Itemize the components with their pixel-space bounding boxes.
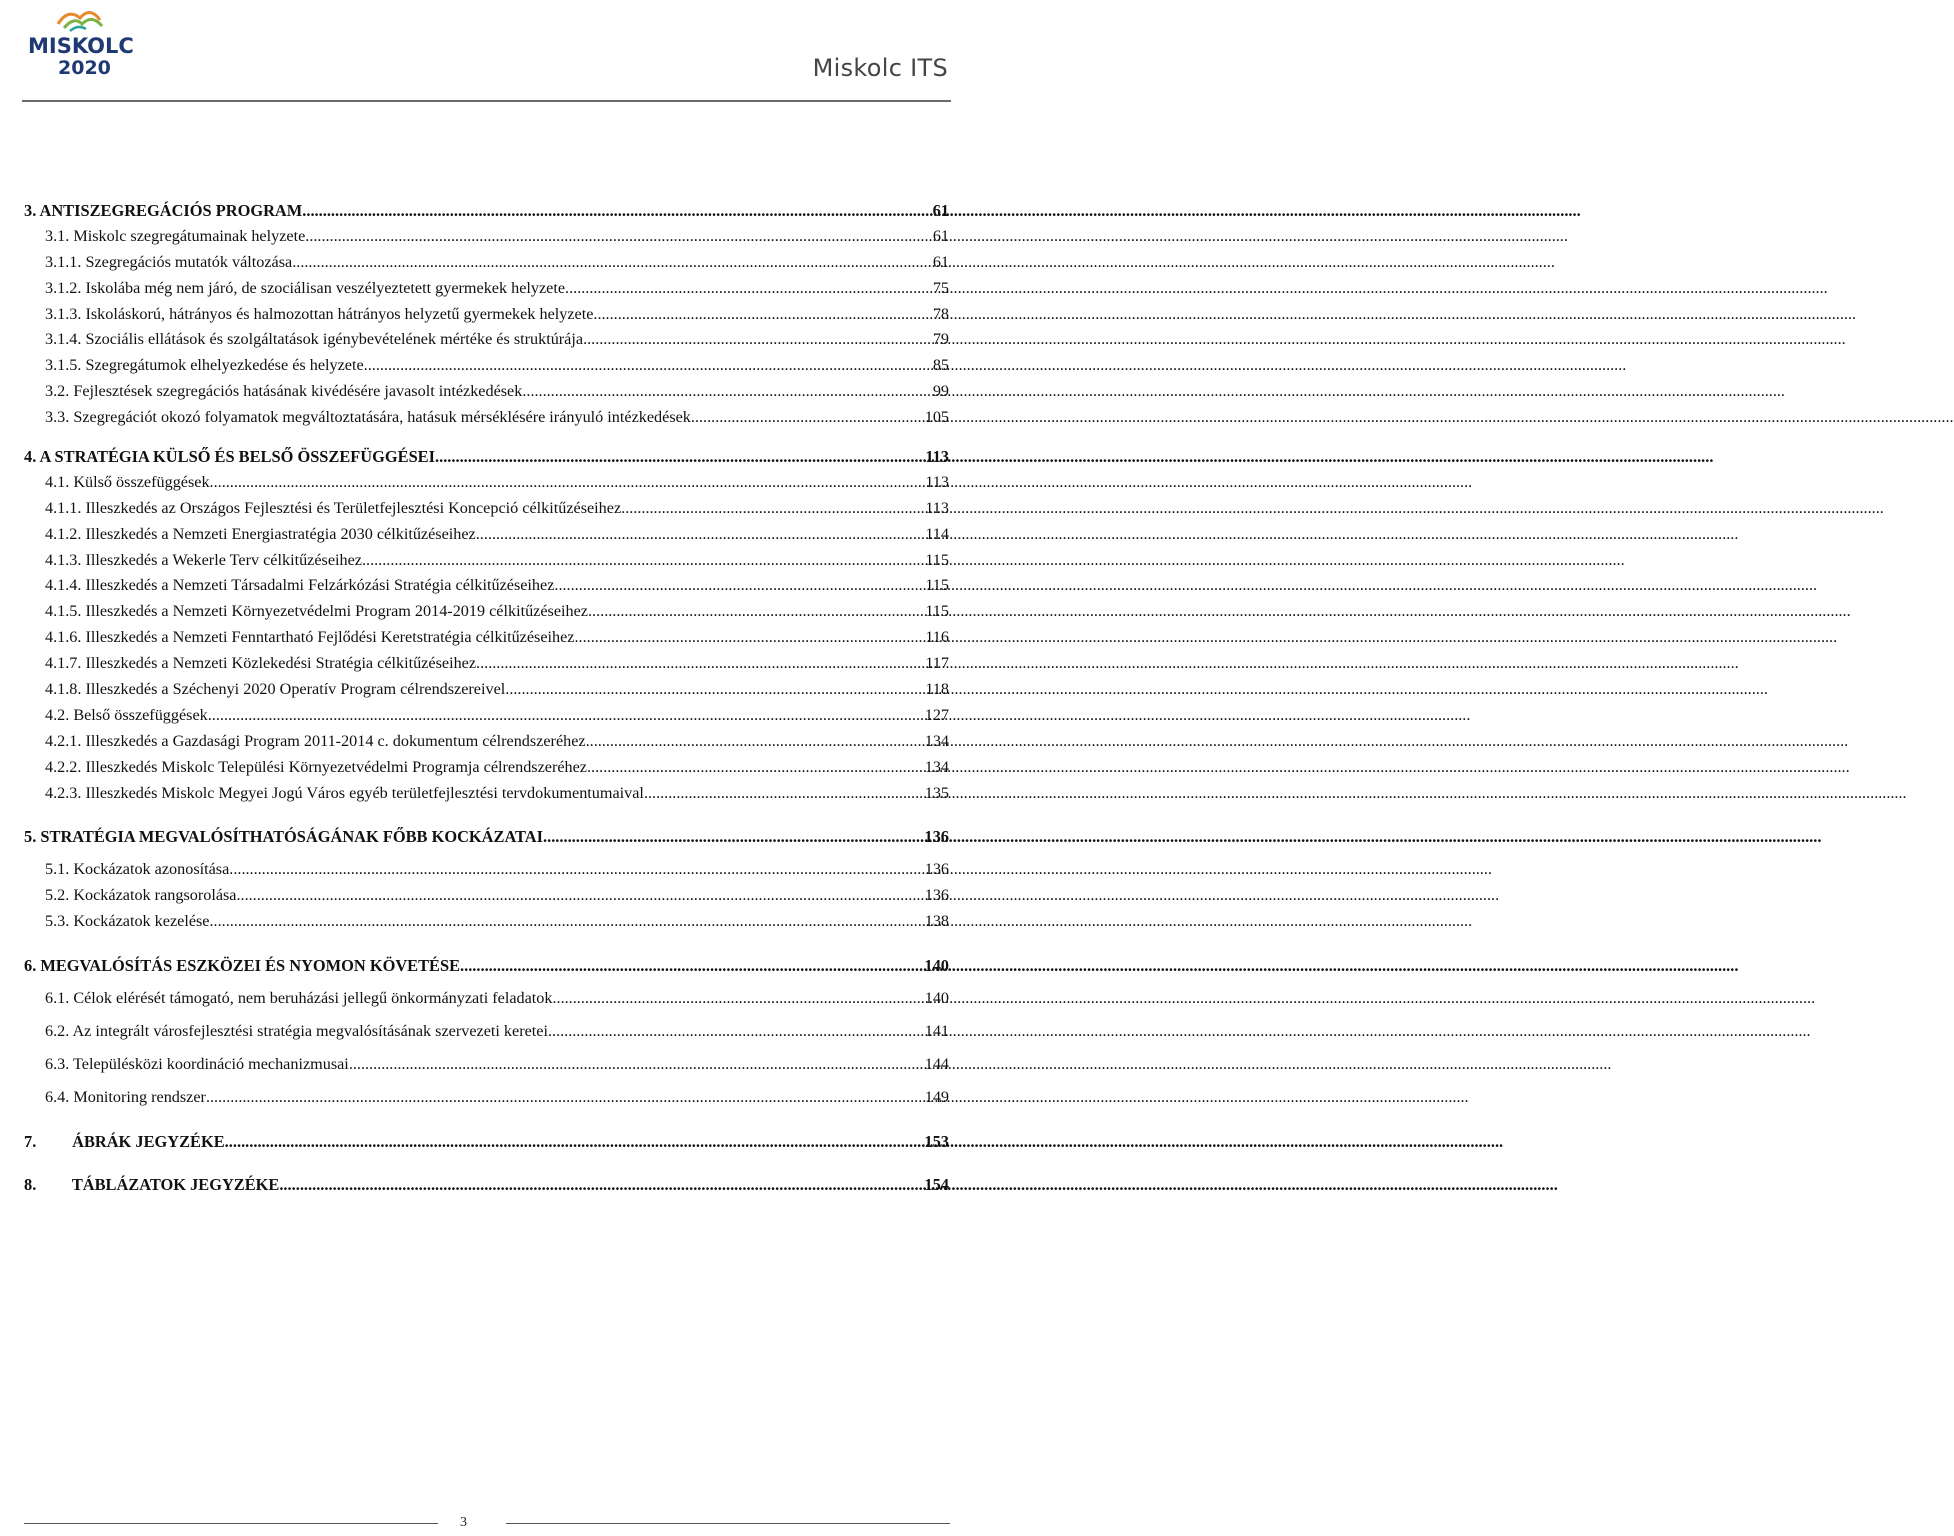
toc-leader-dots [362, 548, 924, 574]
toc-entry-label: TÁBLÁZATOK JEGYZÉKE [71, 1175, 280, 1195]
miskolc-2020-logo [20, 4, 140, 80]
toc-page-number: 115 [925, 550, 949, 569]
toc-entry[interactable] [24, 703, 949, 729]
toc-leader-dots [349, 1052, 924, 1078]
footer-divider-right [506, 1523, 950, 1524]
header-divider [22, 100, 951, 102]
toc-entry-label: MEGVALÓSÍTÁS ESZKÖZEI ÉS NYOMON KÖVETÉSE [40, 956, 460, 976]
toc-entry-label: ANTISZEGREGÁCIÓS PROGRAM [39, 201, 303, 220]
toc-entry[interactable] [24, 470, 949, 496]
table-of-contents [24, 194, 949, 1198]
toc-page-number: 136 [924, 886, 949, 905]
toc-leader-dots [586, 729, 924, 755]
toc-entry[interactable] [24, 1085, 949, 1111]
toc-entry[interactable] [24, 677, 949, 703]
toc-leader-dots [621, 496, 924, 522]
toc-page-number: 154 [924, 1175, 949, 1195]
toc-entry-label: Illeszkedés Miskolc Települési Környezetvédelmi Programja célrendszeréhez [85, 757, 587, 776]
toc-leader-dots [691, 405, 924, 431]
toc-leader-dots [302, 198, 931, 224]
toc-entry-number: 4.1.1. [45, 498, 82, 517]
toc-entry-label: Szegregációt okozó folyamatok megváltoztatására, hatásuk mérséklésére irányuló intézkedések [73, 408, 691, 427]
toc-entry-title [45, 353, 364, 379]
toc-leader-dots [305, 224, 932, 250]
toc-entry-number: 3. [24, 201, 37, 220]
toc-page-number: 149 [924, 1087, 949, 1106]
toc-page-number: 153 [924, 1131, 949, 1151]
toc-entry-title [45, 250, 292, 276]
toc-entry-number: 4.1.2. [45, 524, 82, 543]
toc-entry-label: Illeszkedés a Nemzeti Fenntartható Fejlődési Keretstratégia célkitűzéseihez [85, 628, 575, 647]
toc-entry-title [45, 302, 593, 328]
toc-entry-label: ÁBRÁK JEGYZÉKE [72, 1131, 225, 1151]
toc-entry-title [45, 703, 208, 729]
toc-entry-label: Illeszkedés a Nemzeti Közlekedési Stratégia célkitűzéseihez [85, 654, 477, 673]
toc-page-number: 113 [925, 498, 949, 517]
toc-entry-label: Iskolába még nem járó, de szociálisan veszélyeztetett gyermekek helyzete [85, 278, 566, 297]
toc-entry-title [45, 651, 476, 677]
toc-page-number: 115 [925, 576, 949, 595]
toc-leader-dots [575, 625, 925, 651]
toc-entry-number: 6.1. [45, 988, 70, 1007]
toc-entry-label: Belső összefüggések [73, 705, 208, 724]
toc-page-number: 118 [925, 680, 949, 699]
logo-word-miskolc: MISKOLC [28, 34, 134, 58]
toc-entry-title [45, 522, 476, 548]
toc-page-number: 78 [932, 304, 949, 323]
toc-entry[interactable] [24, 327, 949, 353]
toc-page-number: 85 [932, 356, 949, 375]
toc-leader-dots [476, 522, 925, 548]
toc-entry[interactable] [24, 651, 949, 677]
toc-page-number: 136 [924, 860, 949, 879]
toc-entry[interactable] [24, 496, 949, 522]
toc-entry-number: 6.4. [45, 1087, 70, 1106]
toc-entry-number: 6.3. [45, 1054, 70, 1073]
toc-entry-number: 5.2. [45, 886, 70, 905]
toc-leader-dots [225, 1129, 924, 1155]
toc-entry[interactable] [24, 625, 949, 651]
toc-entry-label: Kockázatok kezelése [73, 912, 210, 931]
toc-entry-title [45, 276, 565, 302]
toc-entry-label: Szegregációs mutatók változása [85, 252, 293, 271]
toc-entry-title [45, 729, 586, 755]
toc-entry[interactable] [24, 522, 949, 548]
toc-entry-number: 4.1. [45, 472, 70, 491]
toc-entry-number: 3.1. [45, 226, 70, 245]
toc-entry-label: Illeszkedés Miskolc Megyei Jogú Város egyéb területfejlesztési tervdokumentumaival [85, 783, 644, 802]
toc-entry[interactable] [24, 1172, 949, 1198]
toc-entry-label: Településközi koordináció mechanizmusai [73, 1054, 349, 1073]
toc-entry[interactable] [24, 1129, 949, 1155]
toc-entry-title [45, 1085, 206, 1111]
toc-entry-number: 4.1.3. [45, 550, 82, 569]
toc-entry-label: Kockázatok rangsorolása [73, 886, 237, 905]
toc-entry[interactable] [24, 353, 949, 379]
toc-entry-label: Illeszkedés a Nemzeti Társadalmi Felzárkózási Stratégia célkitűzéseihez [85, 576, 555, 595]
toc-page-number: 105 [924, 408, 949, 427]
toc-entry-title [45, 857, 229, 883]
toc-entry-label: Külső összefüggések [73, 472, 210, 491]
toc-entry[interactable] [24, 198, 949, 224]
toc-page-number: 115 [925, 602, 949, 621]
toc-leader-dots [583, 327, 932, 353]
toc-entry-title [24, 824, 543, 850]
toc-entry-number: 3.1.5. [45, 356, 82, 375]
toc-entry-title [45, 677, 505, 703]
toc-leader-dots [208, 703, 924, 729]
toc-entry-number: 3.1.4. [45, 330, 82, 349]
toc-entry-label: Az integrált városfejlesztési stratégia megvalósításának szervezeti keretei [72, 1021, 548, 1040]
toc-entry-label: Kockázatok azonosítása [73, 860, 230, 879]
toc-leader-dots [460, 953, 923, 979]
toc-page-number: 75 [932, 278, 949, 297]
page-header [0, 0, 960, 108]
footer-divider-left [24, 1523, 438, 1524]
toc-entry-number: 4.2.2. [45, 757, 82, 776]
toc-entry-number: 4.2.3. [45, 783, 82, 802]
toc-entry-title [24, 1129, 225, 1155]
toc-entry-number: 8. [24, 1175, 37, 1195]
toc-entry-title [45, 883, 236, 909]
toc-entry-number: 4.2.1. [45, 731, 82, 750]
toc-page-number: 134 [924, 731, 949, 750]
page-number: 3 [460, 1515, 467, 1530]
toc-entry-label: Illeszkedés a Wekerle Terv célkitűzéseihez [85, 550, 362, 569]
toc-entry[interactable] [24, 302, 949, 328]
toc-page-number: 61 [932, 226, 949, 245]
toc-leader-dots [552, 986, 923, 1012]
toc-entry-number: 6. [24, 956, 37, 976]
toc-page-number: 113 [925, 447, 949, 467]
toc-entry-title [24, 1172, 279, 1198]
toc-entry-number: 4.1.7. [45, 654, 82, 673]
toc-page-number: 135 [924, 783, 949, 802]
toc-entry-label: Illeszkedés a Széchenyi 2020 Operatív Program célrendszereivel [85, 680, 506, 699]
toc-entry-number: 5.1. [45, 860, 70, 879]
toc-leader-dots [210, 470, 925, 496]
toc-page-number: 134 [924, 757, 949, 776]
toc-entry[interactable] [24, 444, 949, 470]
toc-entry-label: Illeszkedés a Gazdasági Program 2011-2014 c. dokumentum célrendszeréhez [85, 731, 586, 750]
toc-entry-title [45, 405, 691, 431]
toc-entry-label: Illeszkedés a Nemzeti Energiastratégia 2030 célkitűzéseihez [85, 524, 476, 543]
toc-page-number: 144 [924, 1054, 949, 1073]
toc-entry-number: 4.1.8. [45, 680, 82, 699]
toc-page-number: 140 [924, 988, 949, 1007]
toc-page-number: 140 [924, 956, 949, 976]
toc-entry-title [45, 496, 621, 522]
logo-word-2020: 2020 [58, 57, 111, 79]
toc-page-number: 138 [924, 912, 949, 931]
toc-entry-title [45, 1052, 349, 1078]
toc-entry-number: 3.3. [45, 408, 70, 427]
toc-entry-number: 7. [24, 1131, 37, 1151]
toc-entry-number: 5. [24, 827, 37, 847]
toc-leader-dots [210, 909, 924, 935]
toc-entry-title [45, 224, 305, 250]
toc-entry-label: Illeszkedés a Nemzeti Környezetvédelmi Program 2014-2019 célkitűzéseihez [85, 602, 588, 621]
toc-page-number: 116 [925, 628, 949, 647]
toc-entry-label: Miskolc szegregátumainak helyzete [73, 226, 306, 245]
toc-leader-dots [476, 651, 924, 677]
toc-entry-number: 3.1.2. [45, 278, 82, 297]
toc-leader-dots [229, 857, 923, 883]
toc-leader-dots [593, 302, 931, 328]
toc-leader-dots [206, 1085, 924, 1111]
toc-entry-label: Monitoring rendszer [73, 1087, 206, 1106]
toc-entry-number: 3.1.3. [45, 304, 82, 323]
toc-entry[interactable] [24, 250, 949, 276]
toc-page-number: 99 [932, 382, 949, 401]
toc-leader-dots [543, 824, 923, 850]
toc-entry-number: 4. [24, 447, 37, 467]
document-title: Miskolc ITS [812, 54, 948, 82]
toc-entry-label: Iskoláskorú, hátrányos és halmozottan hátrányos helyzetű gyermekek helyzete [85, 304, 594, 323]
toc-entry[interactable] [24, 405, 949, 431]
toc-entry-title [45, 327, 583, 353]
toc-entry-label: A STRATÉGIA KÜLSŐ ÉS BELSŐ ÖSSZEFÜGGÉSEI [39, 447, 435, 467]
toc-page-number: 61 [932, 252, 949, 271]
toc-entry-title [45, 548, 362, 574]
toc-entry[interactable] [24, 953, 949, 979]
toc-leader-dots [236, 883, 923, 909]
toc-entry-label: STRATÉGIA MEGVALÓSÍTHATÓSÁGÁNAK FŐBB KOCKÁZATAI [40, 827, 543, 847]
toc-entry-label: Szociális ellátások és szolgáltatások igénybevételének mértéke és struktúrája [85, 330, 584, 349]
toc-entry-number: 5.3. [45, 912, 70, 931]
logo-graphic-icon [20, 4, 140, 80]
toc-entry[interactable] [24, 379, 949, 405]
toc-entry-label: Célok elérését támogató, nem beruházási jellegű önkormányzati feladatok [73, 988, 553, 1007]
toc-entry[interactable] [24, 1019, 949, 1045]
toc-entry-number: 3.2. [45, 382, 70, 401]
toc-entry-title [45, 755, 587, 781]
toc-entry-number: 3.1.1. [45, 252, 82, 271]
toc-leader-dots [554, 573, 924, 599]
toc-entry-label: Fejlesztések szegregációs hatásának kivédésére javasolt intézkedések [73, 382, 523, 401]
toc-entry-title [45, 625, 575, 651]
toc-leader-dots [505, 677, 924, 703]
toc-leader-dots [548, 1019, 924, 1045]
toc-entry[interactable] [24, 729, 949, 755]
toc-entry-title [45, 1019, 548, 1045]
toc-page-number: 117 [925, 654, 949, 673]
toc-entry-title [24, 444, 435, 470]
toc-entry-label: Szegregátumok elhelyezkedése és helyzete [85, 356, 364, 375]
toc-entry-number: 4.1.5. [45, 602, 82, 621]
toc-leader-dots [587, 755, 924, 781]
toc-entry-label: Illeszkedés az Országos Fejlesztési és Területfejlesztési Koncepció célkitűzéseihez [85, 498, 622, 517]
toc-page-number: 136 [924, 827, 949, 847]
toc-entry-number: 4.1.6. [45, 628, 82, 647]
toc-entry-number: 4.1.4. [45, 576, 82, 595]
toc-entry-title [45, 470, 210, 496]
toc-entry-title [45, 379, 522, 405]
toc-entry-title [45, 573, 554, 599]
toc-entry[interactable] [24, 276, 949, 302]
toc-entry-title [45, 599, 588, 625]
toc-entry[interactable] [24, 857, 949, 883]
toc-page-number: 61 [932, 201, 949, 220]
toc-entry[interactable] [24, 824, 949, 850]
toc-leader-dots [644, 781, 924, 807]
toc-leader-dots [292, 250, 932, 276]
toc-entry[interactable] [24, 573, 949, 599]
toc-page-number: 113 [925, 472, 949, 491]
toc-entry[interactable] [24, 755, 949, 781]
toc-entry-title [45, 986, 552, 1012]
toc-entry-number: 6.2. [45, 1021, 70, 1040]
toc-entry-number: 4.2. [45, 705, 70, 724]
toc-entry[interactable] [24, 986, 949, 1012]
toc-page-number: 127 [924, 705, 949, 724]
toc-leader-dots [522, 379, 931, 405]
toc-page-number: 79 [932, 330, 949, 349]
toc-entry[interactable] [24, 1052, 949, 1078]
toc-entry[interactable] [24, 781, 949, 807]
toc-leader-dots [588, 599, 924, 625]
toc-leader-dots [279, 1172, 923, 1198]
toc-entry[interactable] [24, 548, 949, 574]
toc-entry[interactable] [24, 599, 949, 625]
toc-page-number: 141 [924, 1021, 949, 1040]
toc-leader-dots [364, 353, 932, 379]
toc-page-number: 114 [925, 524, 949, 543]
toc-leader-dots [565, 276, 932, 302]
toc-leader-dots [435, 444, 924, 470]
toc-entry[interactable] [24, 224, 949, 250]
toc-entry[interactable] [24, 909, 949, 935]
toc-entry-title [24, 198, 302, 224]
toc-entry-title [24, 953, 460, 979]
toc-entry-title [45, 781, 644, 807]
toc-entry-title [45, 909, 210, 935]
toc-entry[interactable] [24, 883, 949, 909]
